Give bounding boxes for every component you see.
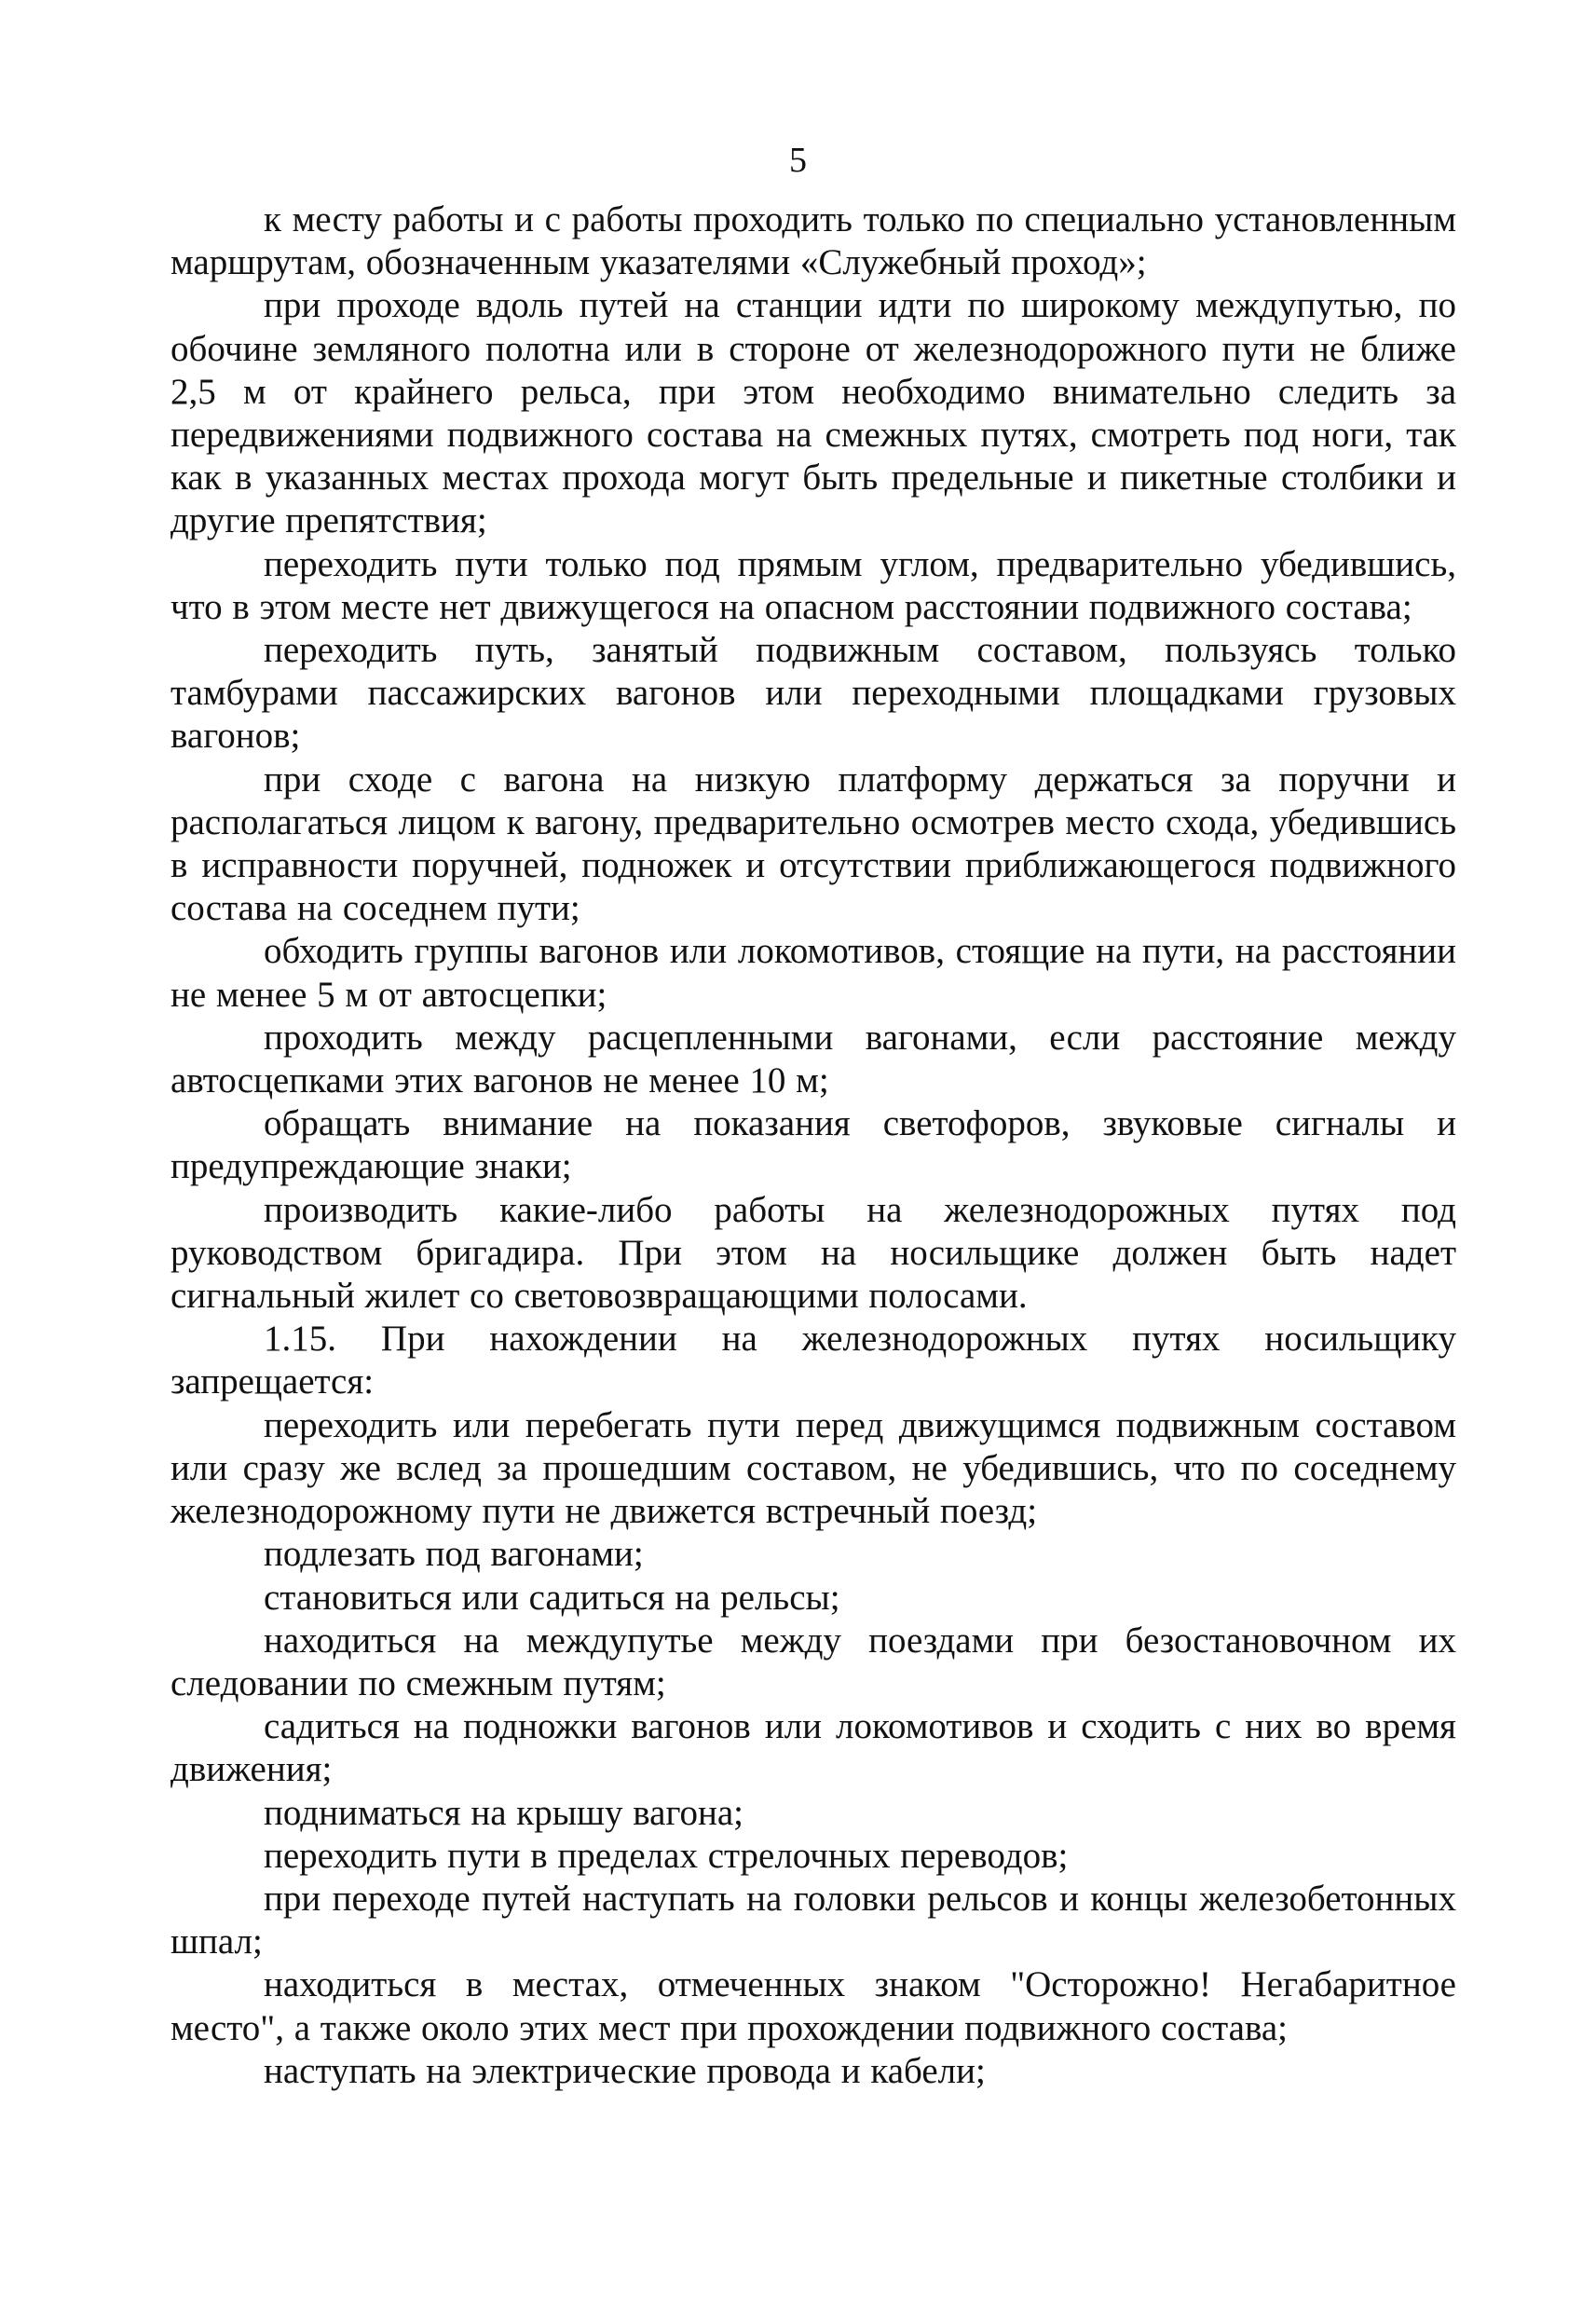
paragraph: подниматься на крышу вагона;	[264, 1792, 743, 1833]
paragraph: наступать на электрические провода и кабели;	[264, 2050, 986, 2091]
paragraph: обращать внимание на показания светофоров, звуковые сигналы и предупреждающие знаки;	[171, 1103, 1456, 1187]
paragraph: при сходе с вагона на низкую платформу держаться за поручни и располагаться лицом к вагону, предварительно осмотрев место схода, убедившись в исправности поручней, подножек и отсутствии приближающегося подвижного состава на соседнем пути;	[171, 759, 1456, 929]
paragraph: при переходе путей наступать на головки рельсов и концы железобетонных шпал;	[171, 1878, 1456, 1962]
paragraph: обходить группы вагонов или локомотивов, стоящие на пути, на расстоянии не менее 5 м от автосцепки;	[171, 931, 1456, 1015]
paragraph: находиться в местах, отмеченных знаком "Осторожно! Негабаритное место", а также около этих мест при прохождении подвижного состава;	[171, 1964, 1456, 2048]
section-heading-paragraph: 1.15. При нахождении на железнодорожных путях носильщику запрещается:	[171, 1319, 1456, 1402]
paragraph: переходить пути только под прямым углом, предварительно убедившись, что в этом месте нет движущегося на опасном расстоянии подвижного состава;	[171, 543, 1456, 627]
paragraph: переходить путь, занятый подвижным составом, пользуясь только тамбурами пассажирских вагонов или переходными площадками грузовых вагонов;	[171, 630, 1456, 757]
paragraph: садиться на подножки вагонов или локомотивов и сходить с них во время движения;	[171, 1706, 1456, 1790]
paragraph: к месту работы и с работы проходить только по специально установленным маршрутам, обозначенным указателями «Служебный проход»;	[171, 199, 1456, 283]
paragraph: проходить между расцепленными вагонами, если расстояние между автосцепками этих вагонов не менее 10 м;	[171, 1017, 1456, 1101]
body-text	[171, 198, 1456, 2093]
paragraph: производить какие-либо работы на железнодорожных путях под руководством бригадира. При этом на носильщике должен быть надет сигнальный жилет со световозвращающими полосами.	[171, 1189, 1456, 1317]
paragraph: подлезать под вагонами;	[264, 1534, 644, 1575]
paragraph: переходить или перебегать пути перед движущимся подвижным составом или сразу же вслед за прошедшим составом, не убедившись, что по соседнему железнодорожному пути не движется встречный поезд;	[171, 1404, 1456, 1532]
paragraph: становиться или садиться на рельсы;	[264, 1577, 840, 1618]
paragraph: находиться на междупутье между поездами при безостановочном их следовании по смежным путям;	[171, 1620, 1456, 1703]
page-number: 5	[789, 141, 807, 180]
paragraph: переходить пути в пределах стрелочных переводов;	[264, 1835, 1069, 1876]
paragraph: при проходе вдоль путей на станции идти по широкому междупутью, по обочине земляного полотна или в стороне от железнодорожного пути не ближе 2,5 м от крайнего рельса, при этом необходимо внимательно следить за передвижениями подвижного состава на смежных путях, смотреть под ноги, так как в указанных местах прохода могут быть предельные и пикетные столбики и другие препятствия;	[171, 285, 1456, 541]
